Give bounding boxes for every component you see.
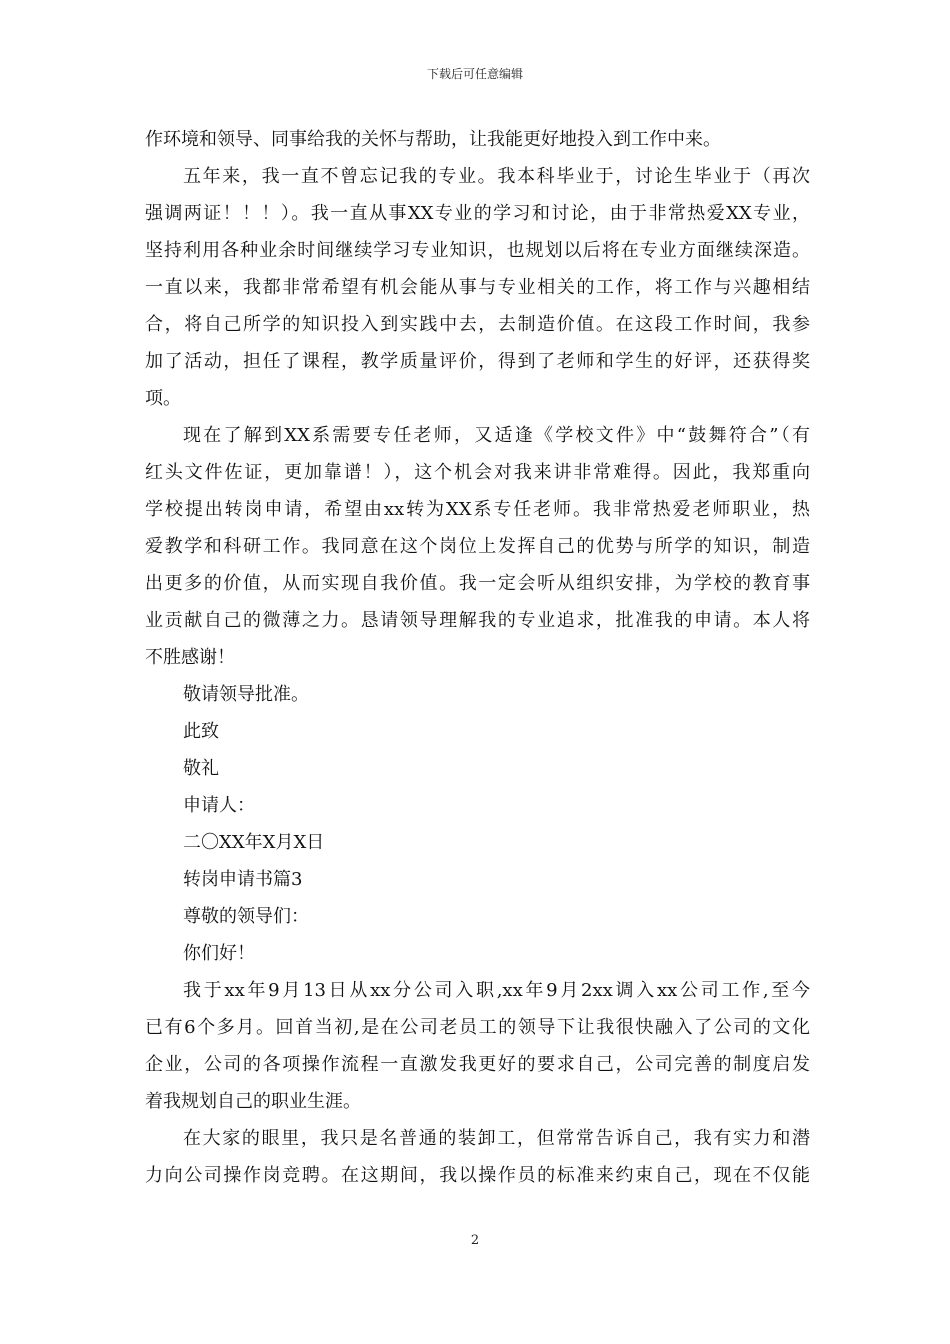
text-line: 业贡献自己的微薄之力。恳请领导理解我的专业追求，批准我的申请。本人将 (145, 610, 810, 631)
text-line: 已有6个多月。回首当初,是在公司老员工的领导下让我很快融入了公司的文化 (145, 1017, 810, 1038)
document-body (145, 121, 810, 1194)
text-line: 在大家的眼里，我只是名普通的装卸工，但常常告诉自己，我有实力和潜 (183, 1128, 810, 1149)
text-line: 出更多的价值，从而实现自我价值。我一定会听从组织安排，为学校的教育事 (145, 573, 810, 594)
text-line: 你们好！ (183, 943, 255, 964)
text-line: 申请人： (183, 795, 255, 816)
text-line: 一直以来，我都非常希望有机会能从事与专业相关的工作，将工作与兴趣相结 (145, 277, 810, 298)
text-line: 敬礼 (183, 758, 219, 779)
text-line: 坚持利用各种业余时间继续学习专业知识，也规划以后将在专业方面继续深造。 (145, 240, 810, 261)
text-line: 企业，公司的各项操作流程一直激发我更好的要求自己，公司完善的制度启发 (145, 1054, 810, 1075)
text-line: 加了活动，担任了课程，教学质量评价，得到了老师和学生的好评，还获得奖 (145, 351, 810, 372)
text-line: 尊敬的领导们： (183, 906, 309, 927)
text-line: 现在了解到XX系需要专任老师，又适逢《学校文件》中“鼓舞符合”（有 (183, 425, 810, 446)
text-line: 我于xx年9月13日从xx分公司入职,xx年9月2xx调入xx公司工作,至今 (183, 980, 810, 1001)
text-line: 学校提出转岗申请，希望由xx转为XX系专任老师。我非常热爱老师职业，热 (145, 499, 810, 520)
page-number: 2 (470, 1233, 480, 1248)
text-line: 红头文件佐证，更加靠谱！），这个机会对我来讲非常难得。因此，我郑重向 (145, 462, 810, 483)
text-line: 项。 (145, 388, 181, 409)
text-line: 强调两证！！！）。我一直从事XX专业的学习和讨论，由于非常热爱XX专业， (145, 203, 810, 224)
text-line: 二〇XX年X月X日 (183, 832, 325, 853)
text-line: 不胜感谢！ (145, 647, 235, 668)
text-line: 爱教学和科研工作。我同意在这个岗位上发挥自己的优势与所学的知识，制造 (145, 536, 810, 557)
text-line: 着我规划自己的职业生涯。 (145, 1091, 361, 1112)
page-header: 下载后可任意编辑 (426, 67, 523, 81)
text-line: 敬请领导批准。 (183, 684, 309, 705)
text-line: 力向公司操作岗竞聘。在这期间，我以操作员的标准来约束自己，现在不仅能 (145, 1165, 810, 1186)
text-line: 合，将自己所学的知识投入到实践中去，去制造价值。在这段工作时间，我参 (145, 314, 810, 335)
text-line: 转岗申请书篇3 (183, 869, 303, 890)
text-line: 作环境和领导、同事给我的关怀与帮助，让我能更好地投入到工作中来。 (145, 129, 721, 150)
text-line: 此致 (183, 721, 219, 742)
text-line: 五年来，我一直不曾忘记我的专业。我本科毕业于，讨论生毕业于（再次 (183, 166, 810, 187)
